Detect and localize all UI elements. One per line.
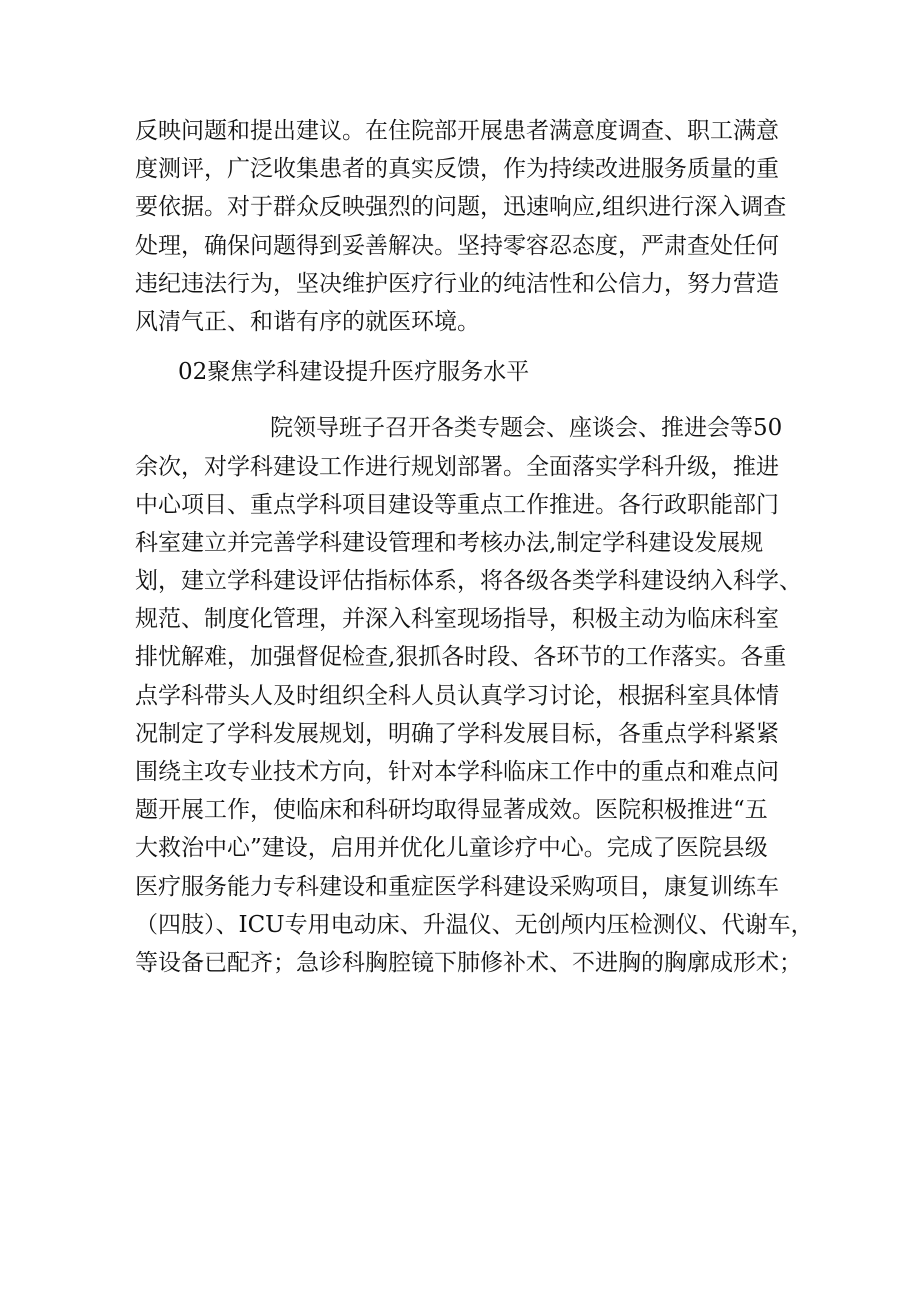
text-line: 规范、制度化管理，并深入科室现场指导，积极主动为临床科室 — [135, 606, 779, 633]
text-line: 围绕主攻专业技术方向，针对本学科临床工作中的重点和难点问 — [135, 759, 779, 785]
text-line: 余次，对学科建设工作进行规划部署。全面落实学科升级，推进 — [135, 453, 779, 480]
text-line: 医疗服务能力专科建设和重症医学科建设采购项目，康复训练车 — [135, 873, 779, 900]
text-line: 题开展工作，使临床和科研均取得显著成效。医院积极推进“五 — [135, 797, 768, 824]
document-body — [135, 112, 814, 982]
text-line: 等设备已配齐；急诊科胸腔镜下肺修补术、不进胸的胸廓成形术； — [135, 949, 802, 976]
text-line: 划，建立学科建设评估指标体系，将各级各类学科建设纳入科学、 — [135, 568, 802, 595]
text-line: 科室建立并完善学科建设管理和考核办法,制定学科建设发展规 — [135, 529, 764, 556]
text-line: 院领导班子召开各类专题会、座谈会、推进会等50 — [270, 415, 783, 442]
text-line: 要依据。对于群众反映强烈的问题，迅速响应,组织进行深入调查 — [135, 194, 787, 221]
text-line: 排忧解难，加强督促检查,狠抓各时段、各环节的工作落实。各重 — [135, 644, 787, 671]
text-line: 中心项目、重点学科项目建设等重点工作推进。各行政职能部门 — [135, 491, 779, 518]
section-heading: 02聚焦学科建设提升医疗服务水平 — [178, 359, 530, 386]
text-line: （四肢）、ICU专用电动床、升温仪、无创颅内压检测仪、代谢车， — [135, 911, 814, 938]
text-line: 反映问题和提出建议。在住院部开展患者满意度调查、职工满意 — [135, 118, 779, 144]
text-line: 点学科带头人及时组织全科人员认真学习讨论，根据科室具体情 — [135, 682, 779, 709]
text-line: 违纪违法行为，坚决维护医疗行业的纯洁性和公信力，努力营造 — [135, 270, 779, 297]
text-line: 处理，确保问题得到妥善解决。坚持零容忍态度，严肃查处任何 — [135, 232, 779, 259]
paragraph-1 — [135, 112, 795, 341]
paragraph-2 — [135, 409, 814, 982]
text-line: 大救治中心”建设，启用并优化儿童诊疗中心。完成了医院县级 — [135, 835, 768, 862]
text-line: 度测评，广泛收集患者的真实反馈，作为持续改进服务质量的重 — [135, 156, 779, 183]
text-line: 况制定了学科发展规划，明确了学科发展目标，各重点学科紧紧 — [135, 720, 779, 747]
text-line: 风清气正、和谐有序的就医环境。 — [135, 308, 480, 335]
